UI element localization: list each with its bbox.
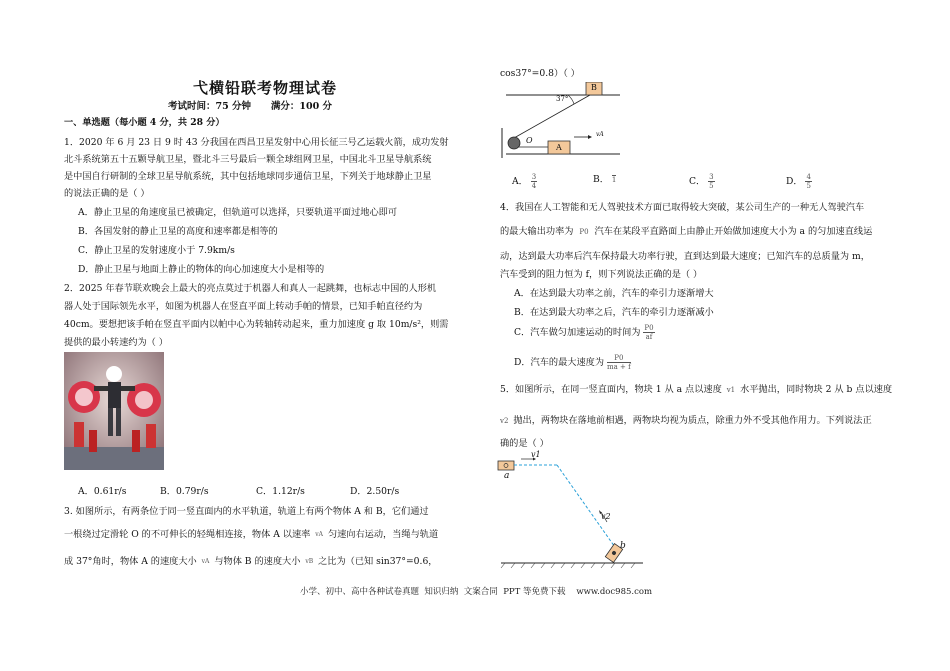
q2-line: 提供的最小转速约为（ ） xyxy=(64,337,168,348)
q2-line: 器人处于国际领先水平，如图为机器人在竖直平面上转动手帕的情景，已知手帕直径约为 xyxy=(64,301,423,312)
q3-opt-c-num: 3 xyxy=(709,173,714,181)
va-symbol: vA xyxy=(201,557,210,565)
angle-label: 37° xyxy=(556,95,569,103)
q3-line2-b: 匀速向右运动，当绳与轨道 xyxy=(327,529,439,540)
q2-option-d: D．2.50r/s xyxy=(350,486,400,497)
footer-text: 小学、初中、高中各种试卷真题 知识归纳 文案合同 PPT 等免费下载 www.doc985.com xyxy=(300,587,653,597)
q3-line3-a: 成 37°角时，物体 A 的速度大小 xyxy=(64,556,197,567)
q5-line: 确的是（ ） xyxy=(500,438,549,449)
q5-line: v2 抛出，两物块在落地前相遇，两物块均视为质点，除重力外不受其他作用力。下列说法正 xyxy=(500,415,872,426)
vb-symbol: vB xyxy=(305,557,314,565)
v1-label: v1 xyxy=(531,450,541,459)
q4-option-a: A．在达到最大功率之前，汽车的牵引力逐渐增大 xyxy=(514,288,714,299)
section-heading: 一、单选题（每小题 4 分，共 28 分） xyxy=(64,117,225,128)
q3-option-d: D． $\frac{4}{5}$ xyxy=(786,173,811,190)
robot-dance-photo xyxy=(64,352,164,470)
exam-title: 弋横铅联考物理试卷 xyxy=(193,79,338,97)
q4-opt-c-num: P0 xyxy=(644,324,654,332)
q4-option-b: B．在达到最大功率之后，汽车的牵引力逐渐减小 xyxy=(514,307,714,318)
q1-line: 北斗系统第五十五颗导航卫星，暨北斗三号最后一颗全球组网卫星，中国北斗卫星导航系统 xyxy=(64,154,432,165)
q1-line: 1．2020 年 6 月 23 日 9 时 43 分我国在西昌卫星发射中心用长征三号乙运载火箭，成功发射 xyxy=(64,137,449,148)
point-a-label: a xyxy=(504,471,510,481)
exam-info: 考试时间：75 分钟 满分：100 分 xyxy=(168,101,333,112)
q3-line xyxy=(64,528,438,541)
q4-opt-d-num: P0 xyxy=(607,354,631,363)
q3-opt-a-num: 3 xyxy=(531,173,537,181)
v2-symbol: v2 xyxy=(500,416,509,425)
v1-symbol: v1 xyxy=(726,385,736,394)
q3-opt-a-den: 4 xyxy=(531,182,537,190)
projectile-diagram xyxy=(497,450,647,570)
q2-option-a: A．0.61r/s xyxy=(78,486,127,497)
q3-option-b: B． 1 xyxy=(593,174,617,185)
q4-line: 动，达到最大功率后汽车保持最大功率行驶，直到达到最大速度；已知汽车的总质量为 m， xyxy=(500,251,870,262)
pulley-diagram xyxy=(498,82,628,164)
block-a-label: A xyxy=(556,143,562,152)
v2-label: v2 xyxy=(601,512,611,521)
q4-option-c: C．汽车做匀加速运动的时间为 $\frac{P0}{af}$ xyxy=(514,324,654,341)
q2-line: 2．2025 年春节联欢晚会上最大的亮点莫过于机器人和真人一起跳舞，也标志中国的人形机 xyxy=(64,283,437,294)
q3-opt-d-num: 4 xyxy=(806,173,811,181)
q4-line: 的最大输出功率为 P0 汽车在某段平直路面上由静止开始做加速度大小为 a 的匀加速直线运 xyxy=(500,226,873,237)
q1-option-b: B．各国发射的静止卫星的高度和速率都是相等的 xyxy=(78,226,278,237)
point-b-label: b xyxy=(620,541,626,551)
q4-line: 4．我国在人工智能和无人驾驶技术方面已取得较大突破，某公司生产的一种无人驾驶汽车 xyxy=(500,202,865,213)
q3-opt-d-den: 5 xyxy=(806,182,811,190)
q3-line3-b: 与物体 B 的速度大小 xyxy=(214,556,301,567)
q3-line xyxy=(64,555,437,568)
q1-option-c: C．静止卫星的发射速度小于 7.9km/s xyxy=(78,245,235,256)
q1-option-a: A．静止卫星的角速度虽已被确定，但轨道可以选择，只要轨道平面过地心即可 xyxy=(78,207,398,218)
pulley-o-label: O xyxy=(526,136,533,145)
q3-line2-a: 一根绕过定滑轮 O 的不可伸长的轻绳相连接，物体 A 以速率 xyxy=(64,529,311,540)
q2-option-c: C．1.12r/s xyxy=(256,486,305,497)
q2-option-b: B．0.79r/s xyxy=(160,486,209,497)
q4-line: 汽车受到的阻力恒为 f，则下列说法正确的是（ ） xyxy=(500,269,703,280)
q3-line3-c: 之比为（已知 sin37°=0.6， xyxy=(318,556,438,567)
q1-line: 的说法正确的是（ ） xyxy=(64,188,150,199)
q3-opt-c-den: 5 xyxy=(709,182,714,190)
q3-option-a: A． $\frac{3}{4}$ xyxy=(512,173,537,190)
p0-symbol: P0 xyxy=(579,227,589,236)
q4-opt-c-den: af xyxy=(645,333,653,341)
q5-line: 5．如图所示，在同一竖直面内，物块 1 从 a 点以速度 v1 水平抛出，同时物块 2 从 b 点以速度 xyxy=(500,384,893,395)
q3-line: 3. 如图所示，有两条位于同一竖直面内的水平轨道，轨道上有两个物体 A 和 B，它们通过 xyxy=(64,506,429,517)
q2-line: 40cm。要想把该手帕在竖直平面内以帕中心为转轴转动起来，重力加速度 g 取 10m/s²，则需 xyxy=(64,319,449,330)
q1-option-d: D．静止卫星与地面上静止的物体的向心加速度大小是相等的 xyxy=(78,264,325,275)
q3-continued: cos37°=0.8）（ ） xyxy=(500,68,580,79)
block-b-label: B xyxy=(591,83,597,92)
q4-option-d: D．汽车的最大速度为 $\frac{P0}{ma + f}$ xyxy=(514,354,631,371)
q3-option-c: C． $\frac{3}{5}$ xyxy=(689,173,714,190)
va-symbol: vA xyxy=(315,530,324,538)
q1-line: 是中国自行研制的全球卫星导航系统，其中包括地球同步通信卫星，下列关于地球静止卫星 xyxy=(64,171,432,182)
q4-opt-d-den: ma + f xyxy=(606,363,631,371)
q3-opt-b-den: 1 xyxy=(611,176,617,184)
va-label: vA xyxy=(596,131,604,138)
